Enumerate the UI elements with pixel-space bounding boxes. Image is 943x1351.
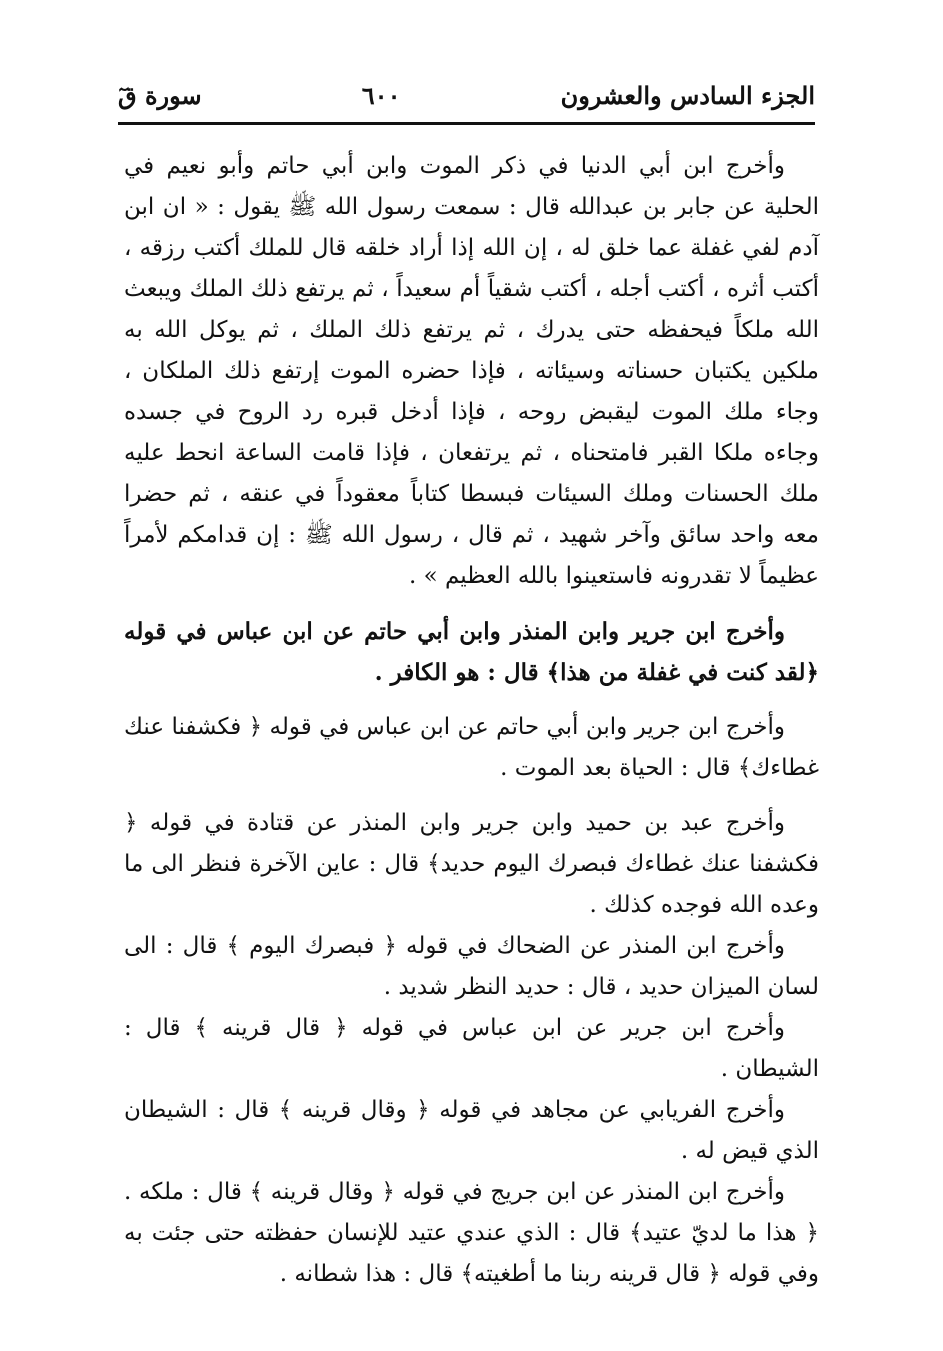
page-body xyxy=(124,146,819,1306)
part-title: الجزء السادس والعشرون xyxy=(560,80,815,110)
paragraph-8: وأخرج ابن المنذر عن ابن جريج في قوله ﴿ وقال قرينه ﴾ قال : ملكه . ﴿ هذا ما لديّ عتيد﴾ قال : الذي عندي عتيد للإنسان حفظته حتى جئت به وفي قوله ﴿ قال قرينه ربنا ما أطغيته﴾ قال : هذا شطانه . xyxy=(124,1179,819,1287)
paragraph-6: وأخرج ابن جرير عن ابن عباس في قوله ﴿ قال قرينه ﴾ قال : الشيطان . xyxy=(124,1015,819,1082)
paragraph-2: وأخرج ابن جرير وابن المنذر وابن أبي حاتم عن ابن عباس في قوله ﴿لقد كنت في غفلة من هذا﴾ قال : هو الكافر . xyxy=(124,618,819,686)
page-header xyxy=(118,70,815,120)
header-divider xyxy=(118,122,815,125)
paragraph-4: وأخرج عبد بن حميد وابن جرير وابن المنذر عن قتادة في قوله ﴿ فكشفنا عنك غطاءك فبصرك اليوم حديد﴾ قال : عاين الآخرة فنظر الى ما وعده الله فوجده كذلك . xyxy=(124,810,819,918)
surah-title: سورة قٓ xyxy=(118,80,202,110)
paragraph-7: وأخرج الفريابي عن مجاهد في قوله ﴿ وقال قرينه ﴾ قال : الشيطان الذي قيض له . xyxy=(124,1097,819,1164)
paragraph-1: وأخرج ابن أبي الدنيا في ذكر الموت وابن أبي حاتم وأبو نعيم في الحلية عن جابر بن عبدالله قال : سمعت رسول الله ﷺ يقول : « ان ابن آدم لفي غفلة عما خلق له ، إن الله إذا أراد خلقه قال للملك أكتب رزقه ، أكتب أثره ، أكتب أجله ، أكتب شقياً أم سعيداً ، ثم يرتفع ذلك الملك ويبعث الله ملكاً فيحفظه حتى يدرك ، ثم يرتفع ذلك الملك ، ثم يوكل الله به ملكين يكتبان حسناته وسيئاته ، فإذا حضره الموت إرتفع ذلك الملكان ، وجاء ملك الموت ليقبض روحه ، فإذا أدخل قبره رد الروح في جسده وجاءه ملكا القبر فامتحناه ، ثم يرتفعان ، فإذا قامت الساعة انحط عليه ملك الحسنات وملك السيئات فبسطا كتاباً معقوداً في عنقه ، ثم حضرا معه واحد سائق وآخر شهيد ، ثم قال ، رسول الله ﷺ : إن قدامكم لأمراً عظيماً لا تقدرونه فاستعينوا بالله العظيم » . xyxy=(124,153,819,589)
paragraph-5: وأخرج ابن المنذر عن الضحاك في قوله ﴿ فبصرك اليوم ﴾ قال : الى لسان الميزان حديد ، قال : حديد النظر شديد . xyxy=(124,933,819,1000)
page-number: ٦٠٠ xyxy=(361,80,401,110)
paragraph-3: وأخرج ابن جرير وابن أبي حاتم عن ابن عباس في قوله ﴿ فكشفنا عنك غطاءك﴾ قال : الحياة بعد الموت . xyxy=(124,714,819,781)
